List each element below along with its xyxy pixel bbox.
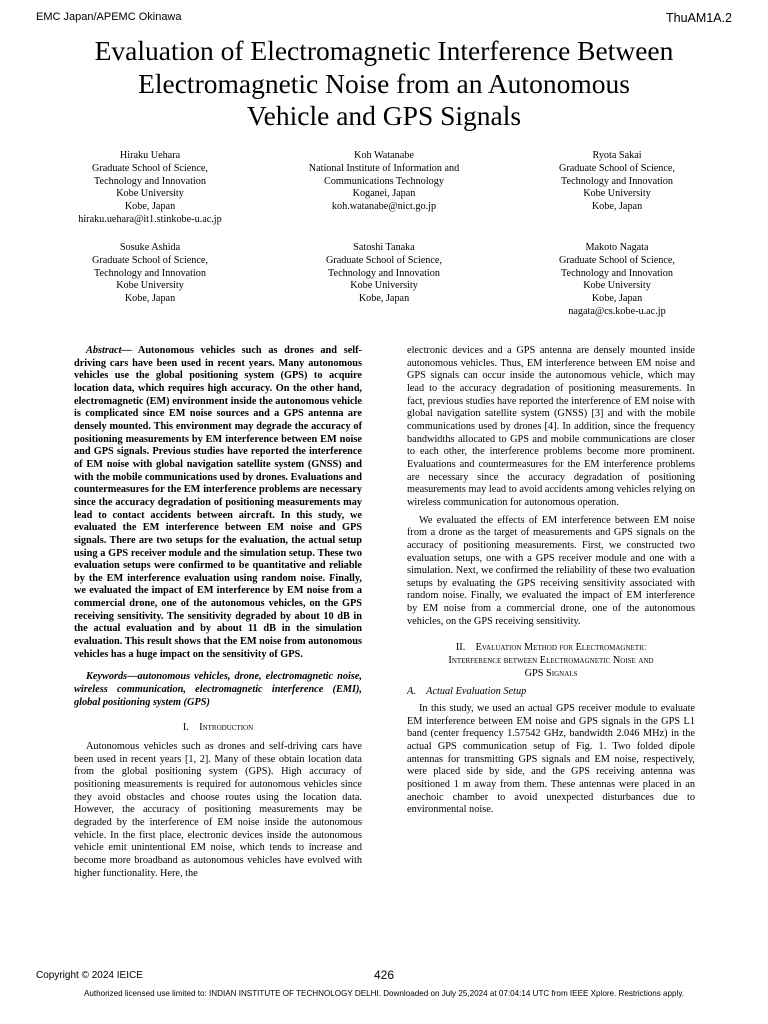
author-affiliation: Technology and Innovation (94, 175, 206, 187)
author-affiliation: Kobe University (116, 280, 184, 292)
author-affiliation: Technology and Innovation (561, 267, 673, 279)
author-name: Sosuke Ashida (119, 242, 181, 253)
title-line: Vehicle and GPS Signals (246, 100, 522, 131)
paper-title (40, 35, 728, 133)
keywords (74, 671, 362, 709)
author-affiliation: Graduate School of Science, (326, 254, 442, 266)
author-name: Satoshi Tanaka (353, 242, 415, 253)
author-affiliation: Technology and Innovation (328, 267, 440, 279)
title-line: Evaluation of Electromagnetic Interference Between (94, 35, 674, 66)
author-affiliation: Communications Technology (324, 175, 444, 187)
author-location: Kobe, Japan (591, 293, 643, 305)
body-paragraph: electronic devices and a GPS antenna are densely mounted inside autonomous vehicles. Thus, EM interference between EM noise and GPS signals can occur inside the autonomous vehicle, which may lead to the accuracy degradation of positioning measurements. In fact, previous studies have reported the interference of EM noise with global navigation satellite system (GNSS) [3] and with the mobile communications used by drones [4]. In addition, since the frequency bandwidths allocated to GPS and mobile communications are closer to each other, the interference problems become more prominent. Evaluations and countermeasures for the EM interference problems are necessary since the accuracy degradation of positioning measurements may lead to avoid accidents among vehicles relying on wireless communication for autonomous operation. (407, 345, 695, 508)
author-location: Kobe, Japan (358, 293, 410, 305)
author-email: koh.watanabe@nict.go.jp (331, 201, 437, 213)
section-heading (407, 641, 695, 680)
body-paragraph: In this study, we used an actual GPS receiver module to evaluate EM interference between EM noise and GPS signals in the GPS L1 band (center frequency 1.57542 GHz, bandwidth 2.046 MHz) in the actual GPS communication setup of Fig. 1. Two folded dipole antennas for transmitting GPS signals and EM noise, respectively, were placed side by side, and the GPS receiving antenna was positioned 1 m away from them. These antennas were placed in an anechoic chamber to avoid unexpected disturbances due to environmental noise. (407, 703, 695, 816)
section-heading-line: II. Evaluation Method for Electromagnetic (455, 642, 647, 654)
session-code: ThuAM1A.2 (665, 11, 732, 25)
author-affiliation: Technology and Innovation (561, 175, 673, 187)
subsection-heading: A. Actual Evaluation Setup (407, 686, 527, 698)
right-column (407, 345, 695, 817)
author-location: Kobe, Japan (591, 201, 643, 213)
license-notice: Authorized licensed use limited to: INDIAN INSTITUTE OF TECHNOLOGY DELHI. Downloaded on July 25,2024 at 07:04:14 UTC from IEEE Xplore. Restrictions apply. (83, 989, 685, 998)
author-affiliation: Kobe University (350, 280, 418, 292)
author-affiliation: Graduate School of Science, (92, 162, 208, 174)
author-affiliation: Graduate School of Science, (559, 162, 675, 174)
author-affiliation: Kobe University (583, 280, 651, 292)
author-email: nagata@cs.kobe-u.ac.jp (568, 305, 666, 317)
section-heading-line: Interference between Electromagnetic Noise and (448, 655, 654, 667)
author-affiliation: Graduate School of Science, (92, 254, 208, 266)
author-block (269, 242, 499, 306)
author-location: Kobe, Japan (124, 293, 176, 305)
page-number: 426 (373, 968, 395, 982)
abstract-text: Autonomous vehicles such as drones and self-driving cars have been used in recent years. Many autonomous vehicles use the global positioning system (GPS) to acquire location data, which requires high accuracy. On the other hand, electromagnetic (EM) environment inside the autonomous vehicle is complicated since EM noise sources and a GPS antenna are densely mounted. This environment may degrade the accuracy of positioning measurements by EM interference between EM noise and GPS signals. Previous studies have reported the interference of EM noise with global navigation satellite system (GNSS) and with the mobile communications used by drones. Evaluations and countermeasures for the EM interference problems are necessary since the accuracy degradation of positioning measurements may lead to contact accidents between aircraft. In this study, we evaluated the EM interference between EM noise and GPS signals. There are two setups for the evaluation, the actual setup using a GPS receiver module and the simulation setup. These two evaluation setups were confirmed to be quantitative and reliable by the EM interference evaluation using random noise. Finally, we evaluated the impact of EM interference by EM noise from a commercial drone, one of the autonomous vehicles, on the GPS receiving sensitivity. The sensitivity degraded by about 10 dB in the actual evaluation and by about 11 dB in the simulation evaluation. This result shows that the EM noise from autonomous vehicles has a huge impact on the sensitivity of GPS. (74, 345, 362, 660)
author-block (269, 150, 499, 214)
author-affiliation: National Institute of Information and (308, 162, 460, 174)
section-heading-line: GPS Signals (524, 668, 578, 680)
author-block (502, 150, 732, 214)
author-name: Ryota Sakai (592, 150, 642, 161)
author-name: Hiraku Uehara (119, 150, 181, 161)
copyright: Copyright © 2024 IEICE (36, 970, 143, 981)
keywords-text: autonomous vehicles, drone, electromagnetic noise, wireless communication, electromagnetic interference (EMI), global positioning system (GPS) (74, 671, 362, 708)
author-name: Koh Watanabe (354, 150, 414, 161)
author-affiliation: Technology and Innovation (94, 267, 206, 279)
author-block (35, 242, 265, 306)
conference-name: EMC Japan/APEMC Okinawa (36, 11, 182, 23)
author-email: hiraku.uehara@it1.stinkobe-u.ac.jp (78, 213, 222, 225)
keywords-label: Keywords— (86, 671, 138, 683)
author-affiliation: Graduate School of Science, (559, 254, 675, 266)
author-block (35, 150, 265, 227)
title-line: Electromagnetic Noise from an Autonomous (138, 67, 630, 99)
left-column (74, 345, 362, 880)
body-paragraph: Autonomous vehicles such as drones and self-driving cars have been used in recent years [1, 2]. Many of these obtain location data from the global positioning system (GPS). High accuracy of positioning measurements is required for autonomous vehicles since they avoid obstacles and choose routes using the location data. However, the accuracy of positioning measurements may be degraded by the interference of EM noise inside the autonomous vehicle. In the first place, electronic devices inside the autonomous vehicle emit unintentional EM noise, which tends to increase and become more broadband as autonomous vehicles have evolved with higher functionality. Here, the (74, 741, 362, 879)
abstract-label: Abstract— (86, 345, 132, 356)
author-name: Makoto Nagata (585, 242, 649, 253)
author-location: Kobe, Japan (124, 201, 176, 213)
author-block (502, 242, 732, 319)
body-paragraph: We evaluated the effects of EM interference between EM noise from a drone as the target of measurements and GPS signals on the accuracy of positioning measurements. First, we constructed two evaluation setups, one with a GPS receiver module and one with a simulation. Next, we confirmed the reliability of these two evaluation setups by evaluating the GPS receiving sensitivity associated with random noise. Finally, we evaluated the impact of EM interference by EM noise from a commercial drone, one of the autonomous vehicles, on the GPS receiving sensitivity. (407, 514, 695, 627)
author-affiliation: Kobe University (116, 188, 184, 200)
author-affiliation: Kobe University (583, 188, 651, 200)
author-location: Koganei, Japan (352, 188, 416, 200)
section-heading: I. Introduction (182, 722, 254, 734)
abstract (74, 345, 362, 661)
